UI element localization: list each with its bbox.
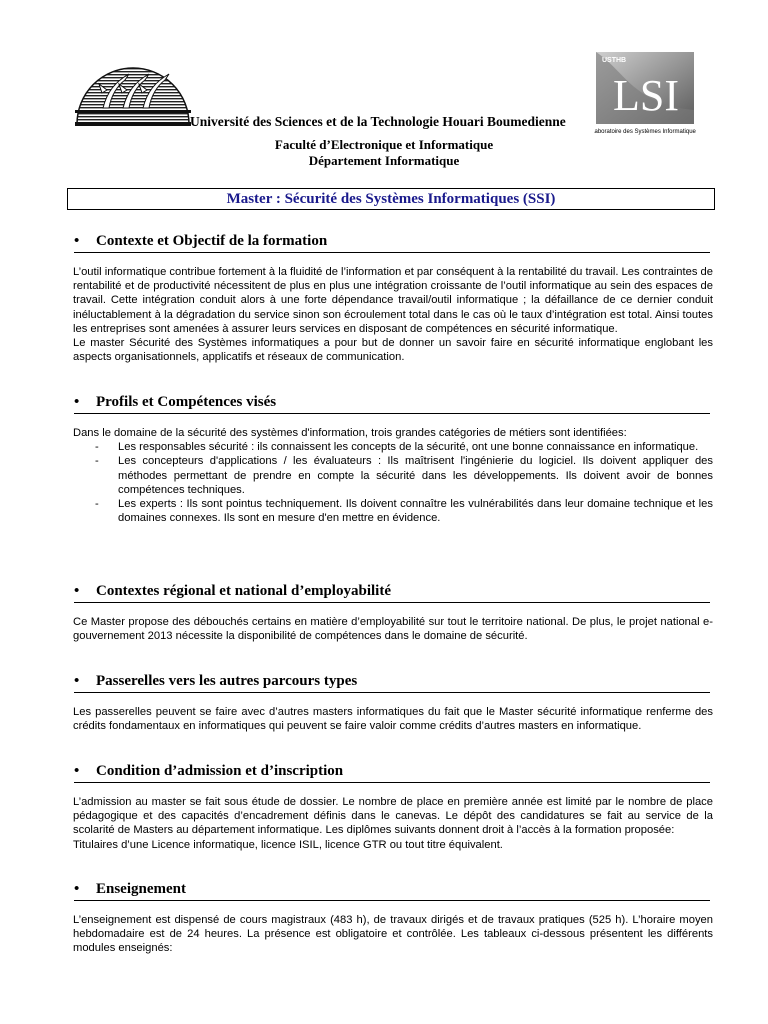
list-item-text: Les experts : Ils sont pointus techniquement. Ils doivent connaître les vulnérabilités dans leur domaine technique et les domaines connexes. Ils sont en mesure d'en mettre en évidence. — [118, 498, 713, 525]
section-body-contexte — [73, 265, 713, 364]
section-heading-text: Enseignement — [96, 881, 186, 897]
section-heading-text: Passerelles vers les autres parcours types — [96, 673, 358, 689]
section-heading-passerelles — [74, 673, 710, 693]
bullet-icon: • — [74, 763, 80, 779]
paragraph: Les passerelles peuvent se faire avec d’autres masters informatiques du fait que le Master sécurité informatique renferme des crédits fondamentaux en informatiques qui peuvent se faire valoir comme crédits d’autres masters en informatique. — [73, 706, 713, 733]
bullet-icon: • — [74, 881, 80, 897]
section-heading-text: Contexte et Objectif de la formation — [96, 233, 328, 249]
paragraph: Le master Sécurité des Systèmes informatiques a pour but de donner un savoir faire en sécurité informatique englobant les aspects organisationnels, applicatifs et réseaux de communication. — [73, 337, 713, 364]
document-title: Master : Sécurité des Systèmes Informatiques (SSI) — [226, 191, 556, 207]
dash-icon: - — [95, 441, 99, 454]
list-item-text: Les concepteurs d'applications / les évaluateurs : Ils maîtrisent l'ingénierie du logiciel. Ils doivent appliquer des méthodes permettant de prendre en compte la sécurité dans les développements. Ils doivent avoir de bonnes compétences techniques. — [118, 455, 713, 496]
section-body-passerelles — [73, 705, 713, 733]
list-item-text: Les responsables sécurité : ils connaissent les concepts de la sécurité, ont une bonne connaissance en informatique. — [118, 441, 699, 454]
section-heading-enseignement — [74, 881, 710, 901]
paragraph: Ce Master propose des débouchés certains en matière d’employabilité sur tout le territoire national. De plus, le projet national e-gouvernement 2013 nécessite la disponibilité de compétences dans le domaine de sécurité. — [73, 616, 713, 643]
bullet-icon: • — [74, 583, 80, 599]
university-name: Université des Sciences et de la Technologie Houari Boumedienne — [190, 114, 566, 129]
bullet-icon: • — [74, 673, 80, 689]
lab-logo — [594, 50, 696, 136]
section-heading-text: Profils et Compétences visés — [96, 394, 277, 410]
paragraph: L’admission au master se fait sous étude de dossier. Le nombre de place en première année est limité par le nombre de place pédagogique et des capacités d’encadrement définis dans le canevas. Le dépôt des candidatures se fait au service de la scolarité de Masters au département informatique. Les diplômes suivants donnent droit à l’accès à la formation proposée: — [73, 796, 713, 837]
section-body-profils — [73, 426, 713, 525]
dash-icon: - — [95, 455, 99, 468]
lab-logo-caption: Laboratoire des Systèmes Informatiques — [594, 129, 696, 135]
university-logo — [73, 50, 193, 128]
section-body-enseignement — [73, 913, 713, 956]
bullet-icon: • — [74, 394, 80, 410]
section-heading-profils — [74, 394, 710, 414]
lab-logo-top-text: USTHB — [602, 57, 627, 64]
list-item — [73, 440, 713, 454]
section-heading-employabilite — [74, 583, 710, 603]
bullet-icon: • — [74, 233, 80, 249]
title-box — [67, 188, 715, 210]
section-body-admission — [73, 795, 713, 852]
dash-icon: - — [95, 498, 99, 511]
faculty-name: Faculté d’Electronique et Informatique — [274, 137, 494, 152]
list-item — [73, 497, 713, 525]
section-body-employabilite — [73, 615, 713, 643]
paragraph: L’outil informatique contribue fortement à la fluidité de l’information et par conséquent à la rentabilité du travail. Les contraintes de rentabilité et de productivité nécessitent de plus en plus une intégration croissante de l’outil informatique au sein des espaces de travail. Cette intégration conduit alors à une forte dépendance travail/outil informatique ; la défaillance de ce dernier conduit inéluctablement à la dégradation du service sinon son écroulement total dans le cas où le taux d’intégration est total. Ainsi toutes les entreprises sont amenées à assurer leurs services en disposant de compétences en sécurité informatique. — [73, 266, 713, 335]
section-heading-admission — [74, 763, 710, 783]
paragraph: Dans le domaine de la sécurité des systèmes d'information, trois grandes catégories de métiers sont identifiées: — [73, 427, 627, 439]
paragraph: L’enseignement est dispensé de cours magistraux (483 h), de travaux dirigés et de travaux pratiques (525 h). L’horaire moyen hebdomadaire est de 24 heures. La présence est obligatoire et contrôlée. Les tableaux ci-dessous présentent les différents modules enseignés: — [73, 914, 713, 955]
paragraph: Titulaires d’une Licence informatique, licence ISIL, licence GTR ou tout titre équivalent. — [73, 838, 503, 851]
section-heading-text: Contextes régional et national d’employabilité — [96, 583, 391, 599]
section-heading-contexte — [74, 233, 710, 253]
list-item — [73, 454, 713, 497]
section-heading-text: Condition d’admission et d’inscription — [96, 763, 344, 779]
department-name: Département Informatique — [308, 153, 460, 168]
lab-logo-main-text: LSI — [613, 71, 679, 120]
